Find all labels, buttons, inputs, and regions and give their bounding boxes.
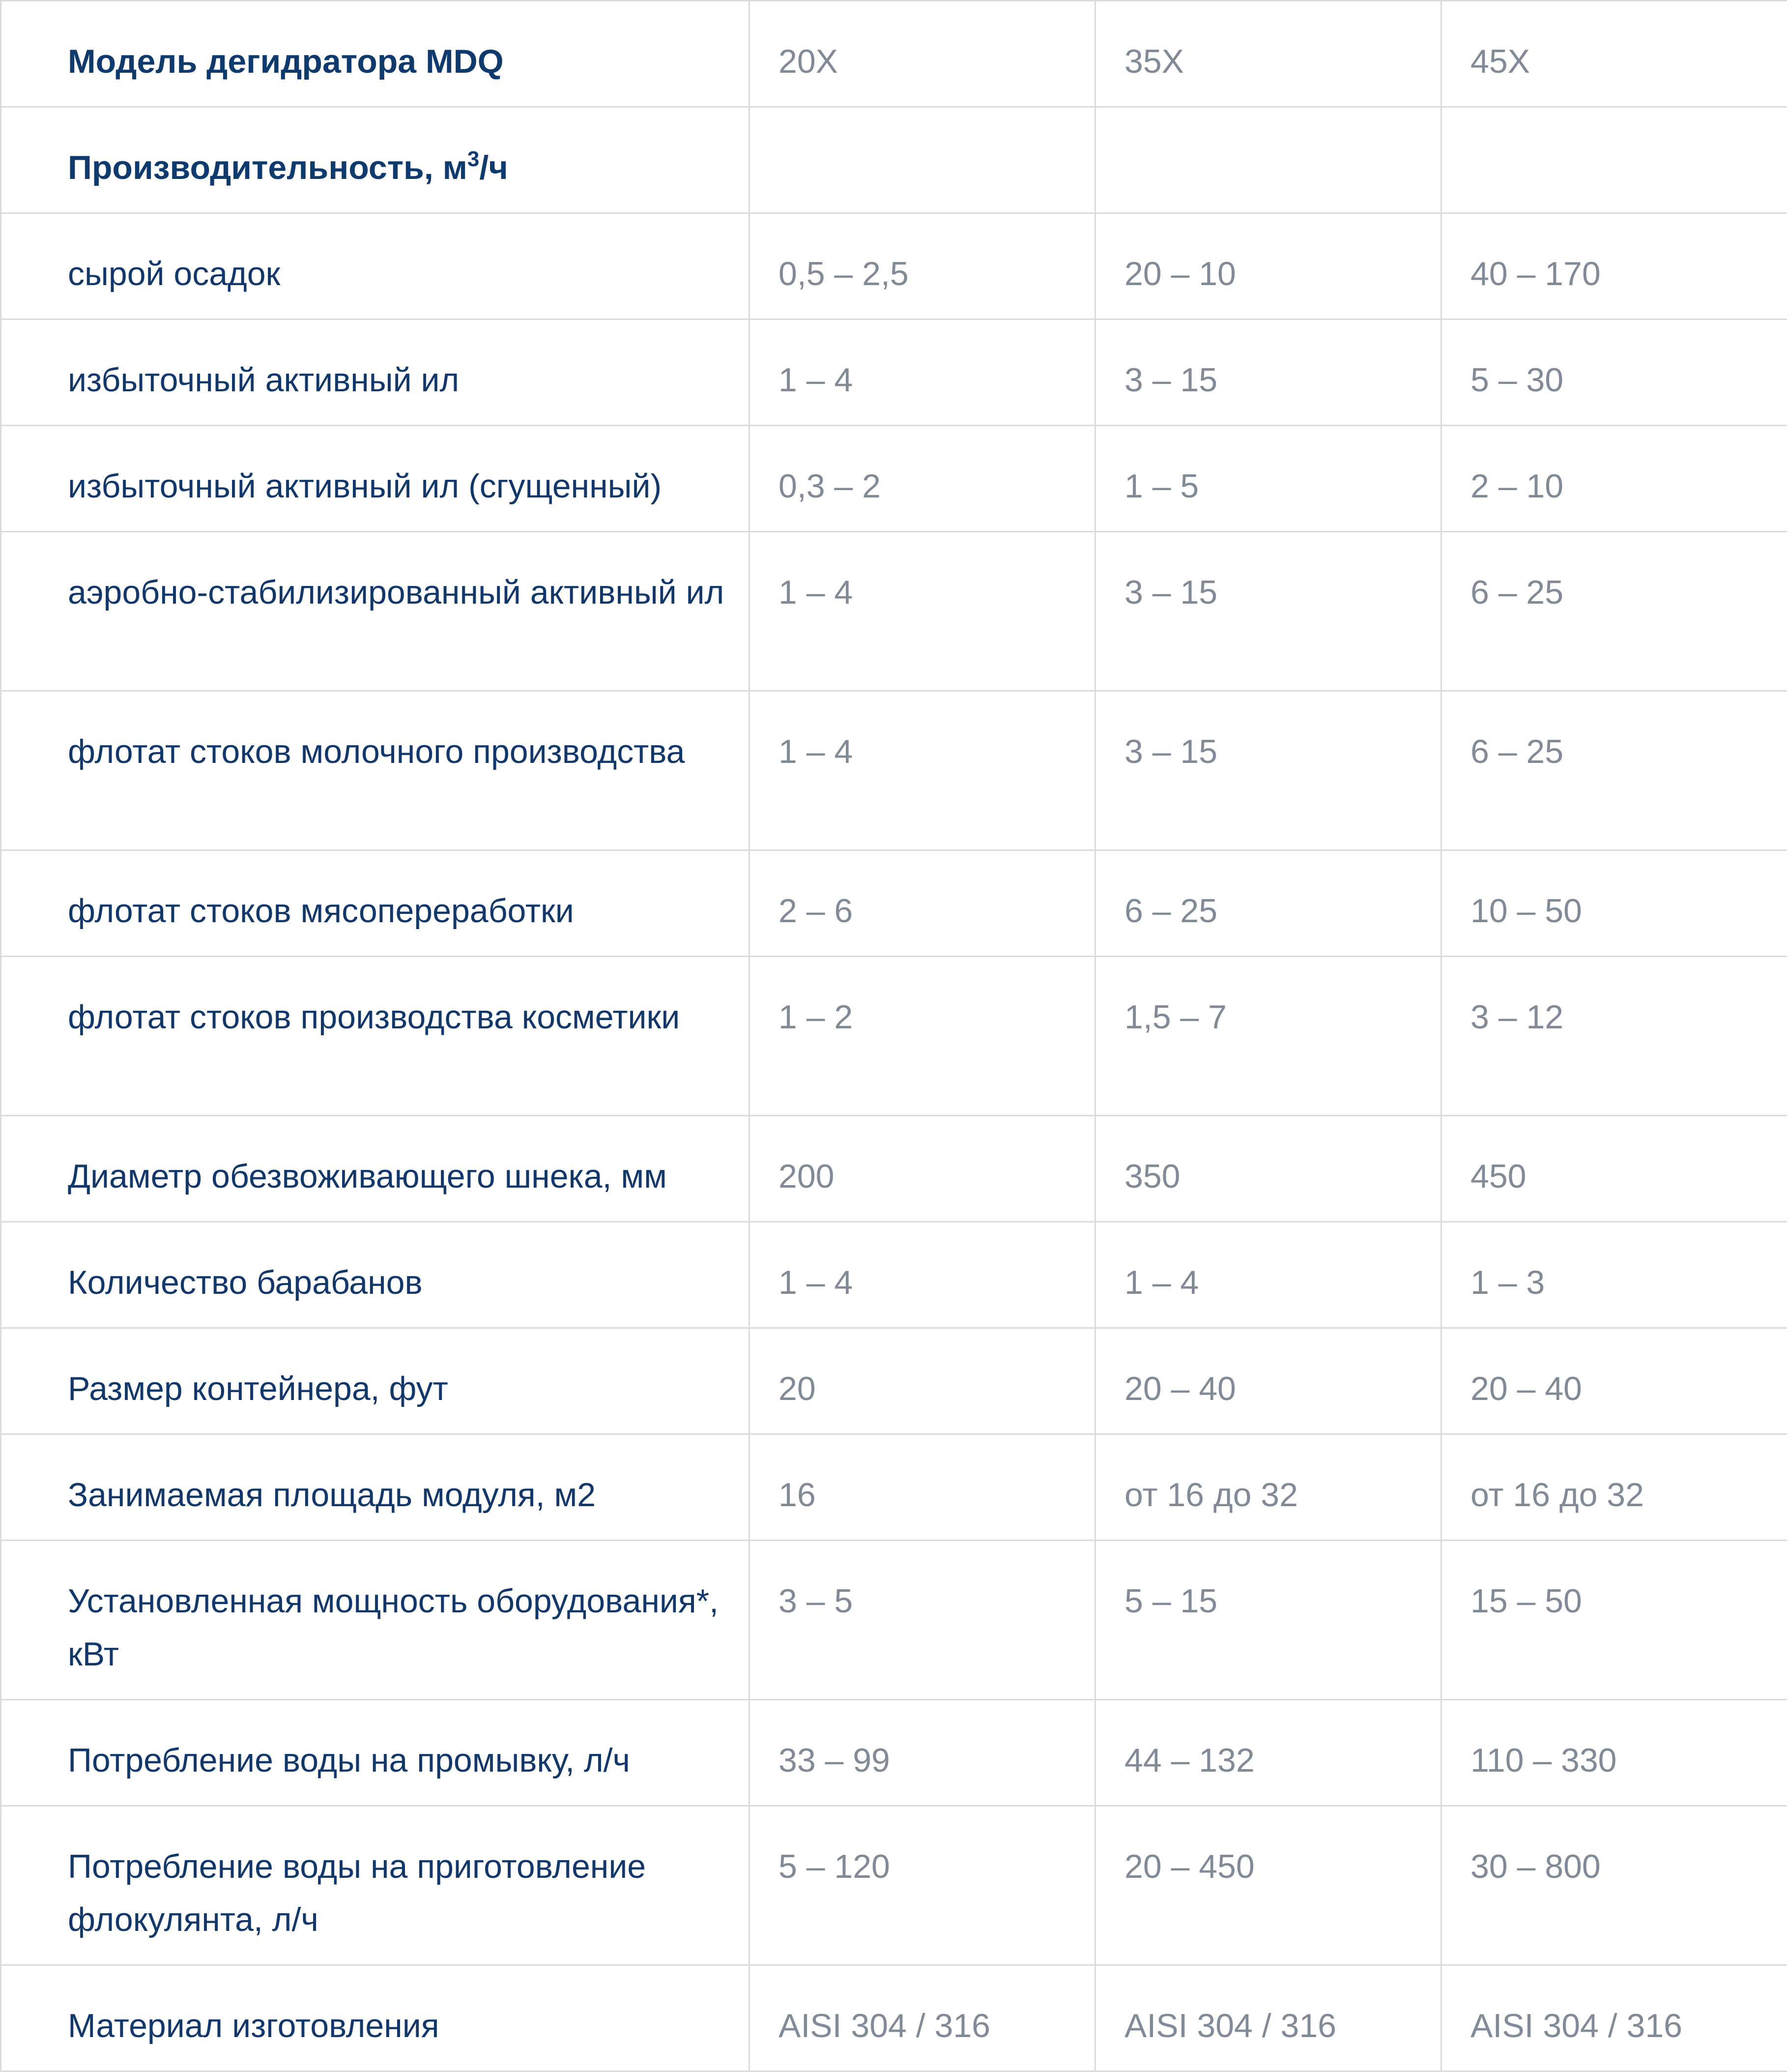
section-label-cell	[1, 107, 749, 213]
value-35x: 1 – 4	[1096, 1223, 1441, 1309]
row-label: флотат стоков производства косметики	[1, 957, 749, 1044]
value-cell	[1095, 1434, 1441, 1541]
row-label: Диаметр обезвоживающего шнека, мм	[1, 1116, 749, 1203]
value-cell	[1095, 532, 1441, 691]
value-cell	[1441, 850, 1787, 957]
empty-cell	[1441, 107, 1787, 213]
value-45x: 15 – 50	[1442, 1541, 1787, 1628]
value-45x: 450	[1442, 1116, 1787, 1203]
value-35x: 20 – 10	[1096, 214, 1441, 300]
value-cell	[1095, 1116, 1441, 1222]
value-20x: 1 – 2	[750, 957, 1095, 1044]
value-45x: 5 – 30	[1442, 320, 1787, 407]
value-35x: 3 – 15	[1096, 532, 1441, 619]
table-row	[1, 532, 1787, 691]
section-label	[1, 108, 749, 194]
row-label: избыточный активный ил	[1, 320, 749, 407]
value-cell	[1441, 1965, 1787, 2072]
value-cell	[1441, 1222, 1787, 1328]
empty-cell	[749, 107, 1095, 213]
table-row	[1, 213, 1787, 320]
row-label: Установленная мощность оборудования*, кВт	[1, 1541, 749, 1681]
value-45x: 6 – 25	[1442, 692, 1787, 778]
value-35x: AISI 304 / 316	[1096, 1966, 1441, 2052]
value-cell	[749, 426, 1095, 532]
value-cell	[1095, 1222, 1441, 1328]
value-45x: 6 – 25	[1442, 532, 1787, 619]
row-label: сырой осадок	[1, 214, 749, 300]
value-cell	[749, 850, 1095, 957]
value-cell	[749, 957, 1095, 1116]
row-label-cell	[1, 850, 749, 957]
value-cell	[1441, 213, 1787, 320]
value-cell	[1441, 1700, 1787, 1806]
table-row	[1, 1116, 1787, 1222]
value-35x: 1 – 5	[1096, 426, 1441, 513]
value-cell	[1441, 426, 1787, 532]
row-label: флотат стоков молочного производства	[1, 692, 749, 778]
value-cell	[1095, 426, 1441, 532]
value-cell	[1095, 320, 1441, 426]
row-label: Размер контейнера, фут	[1, 1329, 749, 1415]
value-cell	[749, 691, 1095, 850]
value-45x: 10 – 50	[1442, 851, 1787, 937]
table-row	[1, 1541, 1787, 1700]
row-label: Занимаемая площадь модуля, м2	[1, 1435, 749, 1521]
value-20x: 3 – 5	[750, 1541, 1095, 1628]
row-label: Количество барабанов	[1, 1223, 749, 1309]
row-label-cell	[1, 1434, 749, 1541]
value-45x: 1 – 3	[1442, 1223, 1787, 1309]
value-45x: от 16 до 32	[1442, 1435, 1787, 1521]
row-label-cell	[1, 1806, 749, 1965]
table-row	[1, 1700, 1787, 1806]
row-label-cell	[1, 957, 749, 1116]
model-45x: 45X	[1442, 1, 1787, 88]
value-35x: 1,5 – 7	[1096, 957, 1441, 1044]
row-label-cell	[1, 532, 749, 691]
value-45x: 2 – 10	[1442, 426, 1787, 513]
value-35x: 20 – 450	[1096, 1807, 1441, 1893]
table-row	[1, 1434, 1787, 1541]
row-label: Потребление воды на промывку, л/ч	[1, 1700, 749, 1787]
value-45x: 3 – 12	[1442, 957, 1787, 1044]
value-20x: 2 – 6	[750, 851, 1095, 937]
row-label-cell	[1, 213, 749, 320]
value-cell	[1441, 1541, 1787, 1700]
value-20x: 1 – 4	[750, 1223, 1095, 1309]
value-35x: 3 – 15	[1096, 692, 1441, 778]
value-cell	[1095, 691, 1441, 850]
value-cell	[1095, 1328, 1441, 1434]
row-label: аэробно-стабилизированный активный ил	[1, 532, 749, 619]
row-label-cell	[1, 1222, 749, 1328]
value-20x: 0,3 – 2	[750, 426, 1095, 513]
value-35x: 5 – 15	[1096, 1541, 1441, 1628]
header-model-cell	[749, 1, 1095, 107]
value-20x: 16	[750, 1435, 1095, 1521]
value-cell	[1095, 1700, 1441, 1806]
table-row	[1, 1965, 1787, 2072]
value-cell	[749, 1434, 1095, 1541]
row-label-cell	[1, 1965, 749, 2072]
value-cell	[1441, 320, 1787, 426]
row-label-cell	[1, 1116, 749, 1222]
section-label-tail: /ч	[479, 149, 508, 186]
table-row	[1, 850, 1787, 957]
row-label-cell	[1, 1700, 749, 1806]
value-cell	[1095, 850, 1441, 957]
table-row	[1, 320, 1787, 426]
table-row	[1, 1328, 1787, 1434]
value-20x: 33 – 99	[750, 1700, 1095, 1787]
value-20x: 1 – 4	[750, 692, 1095, 778]
value-35x: 20 – 40	[1096, 1329, 1441, 1415]
value-20x: AISI 304 / 316	[750, 1966, 1095, 2052]
model-35x: 35X	[1096, 1, 1441, 88]
value-20x: 20	[750, 1329, 1095, 1415]
row-label-cell	[1, 320, 749, 426]
row-label-cell	[1, 691, 749, 850]
row-label: Материал изготовления	[1, 1966, 749, 2052]
value-cell	[1441, 957, 1787, 1116]
value-20x: 1 – 4	[750, 532, 1095, 619]
header-label-cell	[1, 1, 749, 107]
row-label: флотат стоков мясопереработки	[1, 851, 749, 937]
table-row	[1, 957, 1787, 1116]
value-cell	[1441, 691, 1787, 850]
value-cell	[749, 1965, 1095, 2072]
value-cell	[749, 1700, 1095, 1806]
value-20x: 200	[750, 1116, 1095, 1203]
table-row	[1, 691, 1787, 850]
header-model-cell	[1441, 1, 1787, 107]
value-cell	[1095, 1541, 1441, 1700]
header-label: Модель дегидратора MDQ	[1, 1, 749, 88]
value-35x: 3 – 15	[1096, 320, 1441, 407]
table-row	[1, 426, 1787, 532]
section-row-productivity	[1, 107, 1787, 213]
value-35x: 6 – 25	[1096, 851, 1441, 937]
value-cell	[749, 320, 1095, 426]
value-20x: 0,5 – 2,5	[750, 214, 1095, 300]
value-cell	[749, 1541, 1095, 1700]
row-label: избыточный активный ил (сгущенный)	[1, 426, 749, 513]
value-cell	[749, 532, 1095, 691]
table-row	[1, 1222, 1787, 1328]
section-label-main: Производительность, м	[68, 149, 467, 186]
value-cell	[749, 213, 1095, 320]
value-cell	[1441, 1328, 1787, 1434]
value-20x: 1 – 4	[750, 320, 1095, 407]
value-cell	[749, 1222, 1095, 1328]
row-label-cell	[1, 1328, 749, 1434]
empty-cell	[1095, 107, 1441, 213]
value-45x: AISI 304 / 316	[1442, 1966, 1787, 2052]
value-45x: 30 – 800	[1442, 1807, 1787, 1893]
row-label: Потребление воды на приготовление флокулянта, л/ч	[1, 1807, 749, 1946]
value-cell	[1441, 532, 1787, 691]
value-45x: 40 – 170	[1442, 214, 1787, 300]
value-cell	[1095, 957, 1441, 1116]
value-cell	[1441, 1806, 1787, 1965]
table-row	[1, 1806, 1787, 1965]
value-45x: 110 – 330	[1442, 1700, 1787, 1787]
value-35x: 44 – 132	[1096, 1700, 1441, 1787]
value-cell	[749, 1328, 1095, 1434]
value-cell	[749, 1806, 1095, 1965]
row-label-cell	[1, 1541, 749, 1700]
value-cell	[1095, 1806, 1441, 1965]
value-cell	[1095, 213, 1441, 320]
value-cell	[749, 1116, 1095, 1222]
value-35x: 350	[1096, 1116, 1441, 1203]
value-cell	[1095, 1965, 1441, 2072]
value-cell	[1441, 1434, 1787, 1541]
value-45x: 20 – 40	[1442, 1329, 1787, 1415]
header-model-cell	[1095, 1, 1441, 107]
value-20x: 5 – 120	[750, 1807, 1095, 1893]
value-cell	[1441, 1116, 1787, 1222]
row-label-cell	[1, 426, 749, 532]
model-20x: 20X	[750, 1, 1095, 88]
table-header-row	[1, 1, 1787, 107]
value-35x: от 16 до 32	[1096, 1435, 1441, 1521]
section-label-superscript: 3	[467, 147, 479, 171]
